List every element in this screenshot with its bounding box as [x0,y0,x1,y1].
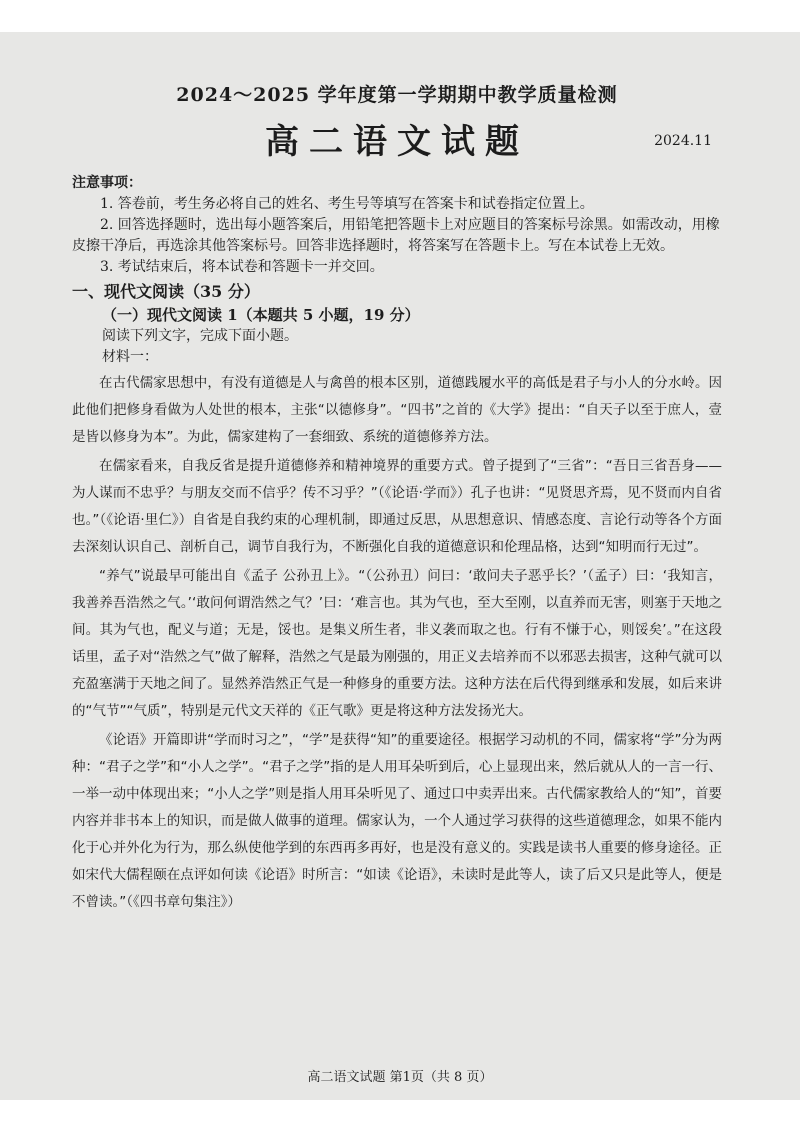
notice-item: 3. 考试结束后，将本试卷和答题卡一并交回。 [100,259,384,275]
subsection-heading: （一）现代文阅读 1（本题共 5 小题，19 分） [102,306,420,324]
exam-paper-page [0,32,800,1100]
section-heading: 一、现代文阅读（35 分） [72,282,260,301]
exam-title: 高二语文试题 [265,122,529,162]
paragraph: 在儒家看来，自我反省是提升道德修养和精神境界的重要方式。曾子提到了“三省”：“吾日三省吾身——为人谋而不忠乎？与朋友交而不信乎？传不习乎？”（《论语·学而》）孔子也讲：“见贤思齐焉，见不贤而内自省也。”（《论语·里仁》）自省是自我约束的心理机制，即通过反思，从思想意识、情感态度、言论行动等各个方面去深刻认识自己、剖析自己，调节自我行为，不断强化自我的道德意识和伦理品格，达到“知明而行无过”。 [72,458,722,555]
material-label: 材料一： [102,349,158,365]
reading-instruction: 阅读下列文字，完成下面小题。 [102,328,298,344]
paragraph: 《论语》开篇即讲“学而时习之”，“学”是获得“知”的重要途径。根据学习动机的不同，儒家将“学”分为两种：“君子之学”和“小人之学”。“君子之学”指的是人用耳朵听到后，心上显现出来，然后就从人的一言一行、一举一动中体现出来；“小人之学”则是指人用耳朵听见了、通过口中卖弄出来。古代儒家教给人的“知”，首要内容并非书本上的知识，而是做人做事的道理。儒家认为，一个人通过学习获得的这些道德理念，如果不能内化于心并外化为行为，那么纵使他学到的东西再多再好，也是没有意义的。实践是读书人重要的修身途径。正如宋代大儒程颐在点评如何读《论语》时所言：“如读《论语》，未读时是此等人，读了后又只是此等人，便是不曾读。”（《四书章句集注》） [72,732,722,910]
paragraph: 在古代儒家思想中，有没有道德是人与禽兽的根本区别，道德践履水平的高低是君子与小人的分水岭。因此他们把修身看做为人处世的根本，主张“以德修身”。“四书”之首的《大学》提出：“自天子以至于庶人，壹是皆以修身为本”。为此，儒家建构了一套细致、系统的道德修养方法。 [72,375,722,445]
notice-heading: 注意事项： [72,175,142,191]
title-row [72,113,722,171]
paragraph: “养气”说最早可能出自《孟子 公孙丑上》。“（公孙丑）问曰：‘敢问夫子恶乎长？’（孟子）曰：‘我知言，我善养吾浩然之气。’‘敢问何谓浩然之气？’曰：‘难言也。其为气也，至大至刚，以直养而无害，则塞于天地之间。其为气也，配义与道；无是，馁也。是集义所生者，非义袭而取之也。行有不慊于心，则馁矣’。”在这段话里，孟子对“浩然之气”做了解释，浩然之气是最为刚强的，用正义去培养而不以邪恶去损害，这种气就可以充盈塞满于天地之间了。显然养浩然正气是一种修身的重要方法。这种方法在后代得到继承和发展，如后来讲的“气节”“气质”，特别是元代文天祥的《正气歌》更是将这种方法发扬光大。 [72,568,722,719]
notice-item: 1. 答卷前，考生务必将自己的姓名、考生号等填写在答案卡和试卷指定位置上。 [100,196,594,212]
page-footer: 高二语文试题 第1页（共 8 页） [307,1070,493,1085]
exam-date: 2024.11 [654,133,712,149]
notice-item: 2. 回答选择题时，选出每小题答案后，用铅笔把答题卡上对应题目的答案标号涂黑。如需改动，用橡皮擦干净后，再选涂其他答案标号。回答非选择题时，将答案写在答题卡上。写在本试卷上无效。 [72,217,720,254]
page-content [72,52,722,916]
exam-name: 2024～2025 学年度第一学期期中教学质量检测 [176,84,618,106]
